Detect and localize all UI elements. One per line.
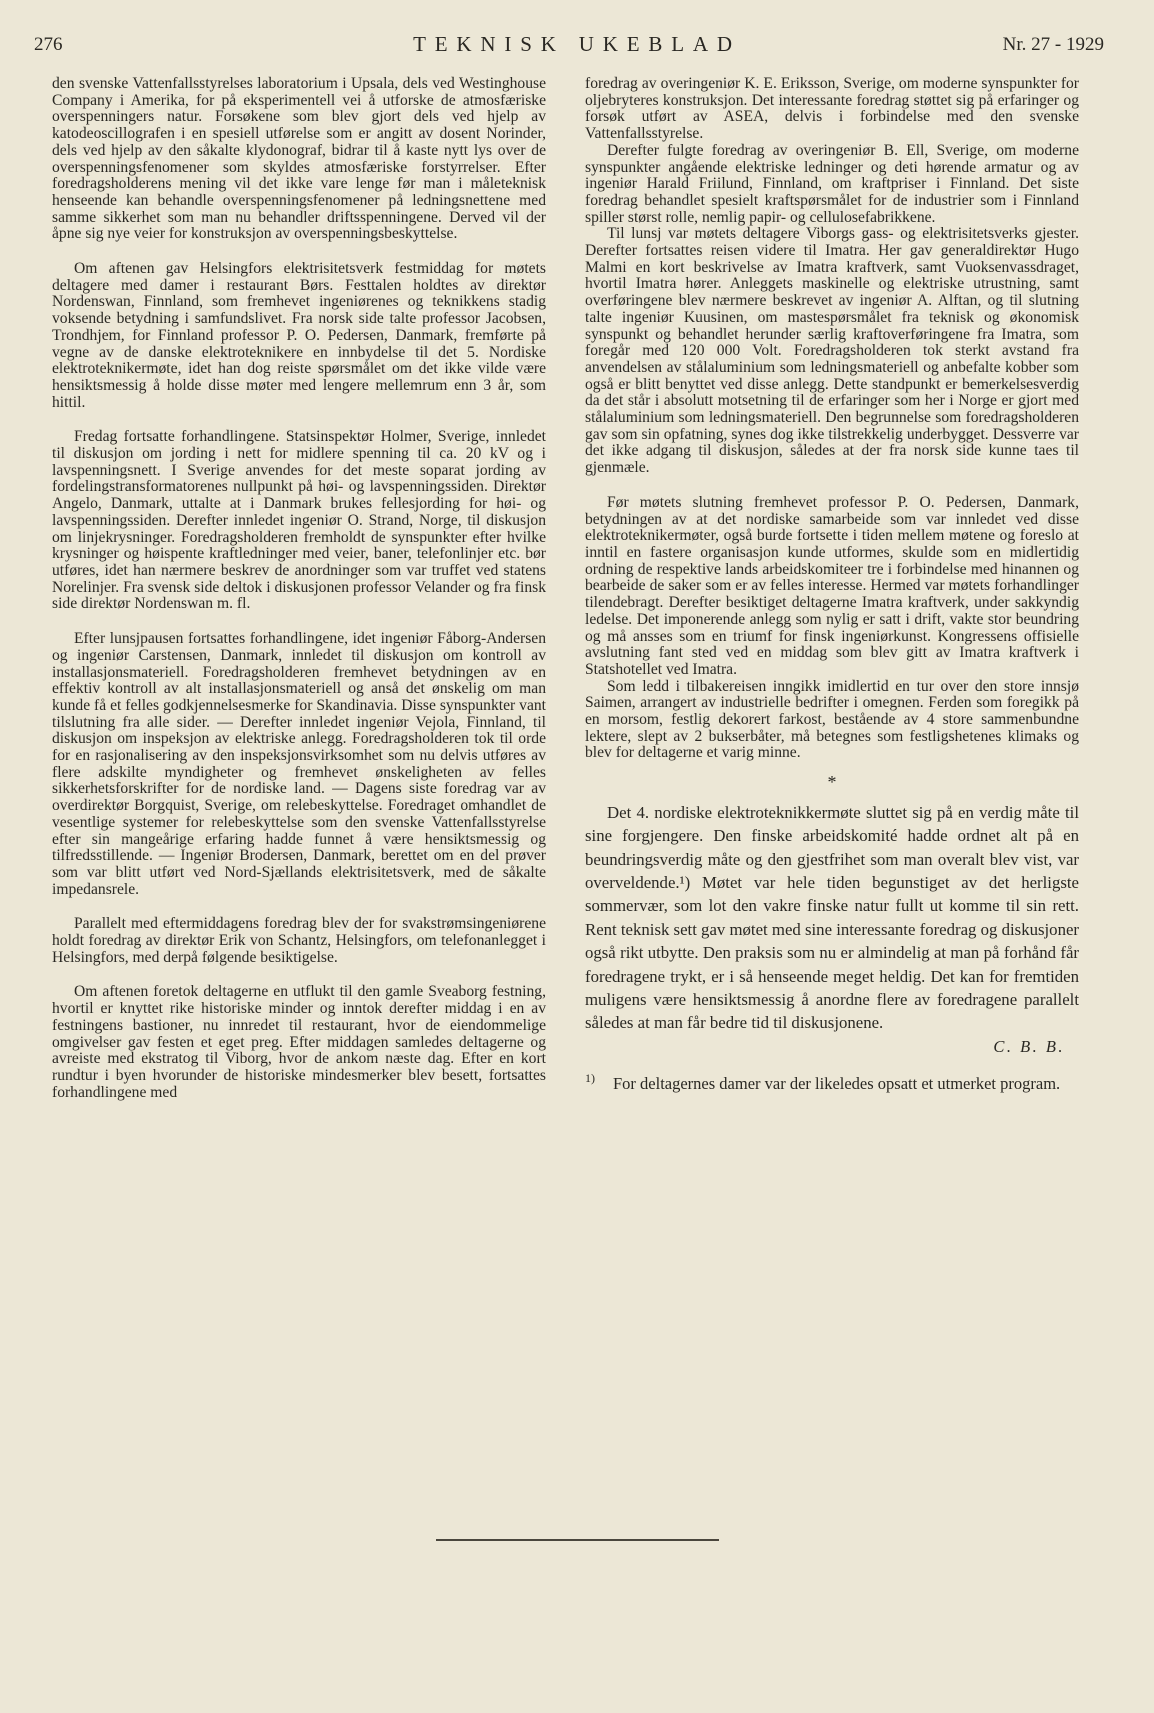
paragraph: Efter lunsjpausen fortsattes forhandlingene, idet ingeniør Fåborg-Andersen og ingeniør Carstensen, Danmark, innledet til diskusjon om kontroll av installasjonsmateriell. Foredragsholderen fremhevet betydningen av en effektiv kontroll av alt installasjonsmateriell og anså det ønskelig om man kunde få et felles godkjennelsesmerke for Skandinavia. Disse synspunkter vant tilslutning fra alle sider. — Derefter innledet ingeniør Vejola, Finnland, til diskusjon om inspeksjon av elektriske anlegg. Foredragsholderen tok til orde for en rasjonalisering av den inspeksjonsvirksomhet som nu delvis utføres av flere adskilte myndigheter og fremhevet ønskeligheten av felles sikkerhetsforskrifter for de nordiske land. — Dagens siste foredrag var av overdirektør Borgquist, Sverige, om relebeskyttelse. Foredraget omhandlet de vesentlige systemer for relebeskyttelse som den svenske Vattenfallsstyrelse efter sin mangeårige erfaring hadde funnet å være hensiktsmessig og tilfredsstillende. — Ingeniør Brodersen, Danmark, berettet om en del prøver som var blitt utført ved Nord-Sjællands elektrisitetsverk, med de såkalte impedansrele. [52, 630, 546, 898]
paragraph: Parallelt med eftermiddagens foredrag blev der for svakstrømsingeniørene holdt foredrag av direktør Erik von Schantz, Helsingfors, om telefonanlegget i Helsingfors, med derpå følgende besiktigelse. [52, 915, 546, 966]
right-column [585, 76, 1079, 1093]
closing-section [585, 801, 1079, 1035]
journal-title: TEKNISK UKEBLAD [413, 32, 741, 56]
footnote-mark: 1) [585, 1070, 595, 1085]
footnote [585, 1070, 1079, 1093]
paragraph: Som ledd i tilbakereisen inngikk imidlertid en tur over den store innsjø Saimen, arrangert av industrielle bedrifter i omegnen. Ferden som foregikk på en morsom, festlig dekorert farkost, bestående av 4 store sammenbundne lektere, slept av 2 bukserbåter, må betegnes som festligshetenes klimaks og blev for deltagerne et varig minne. [585, 677, 1079, 762]
page-number: 276 [34, 34, 63, 55]
paragraph: foredrag av overingeniør K. E. Eriksson, Sverige, om moderne synspunkter for oljebryteres konstruksjon. Det interessante foredrag støttet sig på erfaringer og forsøk utført av ASEA, delvis i forbindelse med den svenske Vattenfallsstyrelse. [585, 75, 1079, 143]
author-signature: C. B. B. [993, 1036, 1065, 1056]
closing-paragraph: Det 4. nordiske elektroteknikkermøte sluttet sig på en verdig måte til sine forgjengere. Den finske arbeidskomité hadde ordnet alt på en beundringsverdig måte og den gjestfrihet som man overalt blev vist, var overveldende.¹) Møtet var hele tiden begunstiget av det herligste sommervær, som lot den vakre finske natur fullt ut komme til sin rett. Rent teknisk sett gav møtet med sine interessante foredrag og diskusjoner også rikt utbytte. Den praksis som nu er almindelig at man på forhånd får foredragene trykt, er i så henseende meget heldig. Det kan for fremtiden muligens være hensiktsmessig å anordne flere av foredragene parallelt således at man får bedre tid til diskusjonene. [585, 802, 1079, 1033]
paragraph: Om aftenen foretok deltagerne en utflukt til den gamle Sveaborg festning, hvortil er knyttet rike historiske minder og inntok derefter middag i en av festningens bastioner, nu innredet til restaurant, hvor de eiendommelige omgivelser gav festen et eget preg. Efter middagen samledes deltagerne og avreiste med ekstratog til Viborg, hvor de ankom næste dag. Efter en kort rundtur i byen hvorunder de historiske mindesmerker blev besett, fortsattes forhandlingene med [52, 983, 546, 1101]
paragraph: Fredag fortsatte forhandlingene. Statsinspektør Holmer, Sverige, innledet til diskusjon om jording i nett for midlere spenning til ca. 20 kV og i lavspenningsnett. I Sverige anvendes for det meste soparat jording av fordelingstransformatorenes nullpunkt på høi- og lavspenningssiden. Direktør Angelo, Danmark, uttalte at i Danmark brukes fellesjording for høi- og lavspenningssiden. Derefter innledet ingeniør O. Strand, Norge, til diskusjon om linjekrysninger. Foredragsholderen fremholdt de synspunkter efter hvilke krysninger og høispente kraftledninger med veier, baner, telefonlinjer etc. bør utføres, idet han nærmere beskrev de anordninger som var truffet ved statens Norelinjer. Fra svensk side deltok i diskusjonen professor Velander og fra finsk side direktør Nordenswan m. fl. [52, 428, 546, 613]
left-column [52, 76, 546, 1101]
paragraph: Til lunsj var møtets deltagere Viborgs gass- og elektrisitetsverks gjester. Derefter fortsattes reisen videre til Imatra. Her gav generaldirektør Hugo Malmi en kort beskrivelse av Imatra kraftverk, samt Vuoksenvassdraget, hvortil Imatra hører. Anleggets maskinelle og elektriske utrustning, samt overføringene blev nærmere beskrevet av ingeniør A. Alftan, og til slutning talte ingeniør Kuusinen, om mastespørsmålet fra teknisk og økonomisk synspunkt og behandlet herunder særlig kraftoverføringene fra Imatra, som foregår med 120 000 Volt. Foredragsholderen tok sterkt avstand fra anvendelsen av stålaluminium som ledningsmateriell og anbefalte kobber som også er blitt benyttet ved disse anlegg. Dette standpunkt er bemerkelsesverdig da det står i absolutt motsetning til de erfaringer som her i Norge er gjort med stålaluminium som ledningsmateriell. Den begrunnelse som foredragsholderen gav som sin opfatning, synes dog ikke tilstrekkelig underbygget. Dessverre var det ikke adgang til diskusjon, således at der fra norsk side kunne taes til gjenmæle. [585, 225, 1079, 477]
paragraph: Før møtets slutning fremhevet professor P. O. Pedersen, Danmark, betydningen av at det nordiske samarbeide som var innledet ved disse elektroteknikermøter, også burde fortsette i tiden mellem møtene og foreslo at inntil en fastere organisasjon kunde utformes, skulde som en midlertidig ordning de respektive lands arbeidskomiteer tre i forbindelse med hinannen og bearbeide de saker som er av felles interesse. Hermed var møtets forhandlinger tilendebragt. Derefter besiktiget deltagerne Imatra kraftverk, under sakkyndig ledelse. Det imponerende anlegg som nylig er satt i drift, vakte stor beundring og må ansses som en triumf for finsk ingeniørkunst. Kongressens offisielle avslutning fant sted ved en middag som blev gitt av Imatra kraftverk i Statshotellet ved Imatra. [585, 493, 1079, 678]
paragraph: den svenske Vattenfallsstyrelses laboratorium i Upsala, dels ved Westinghouse Company i Amerika, for på eksperimentell vei å utforske de atmosfæriske overspenningers natur. Forsøkene som blev gjort dels ved hjelp av katodeoscillografen i en spesiell utførelse som er angitt av dosent Norinder, dels ved hjelp av den såkalte klydonograf, bidrar til å kaste nytt lys over de overspenningsfenomener som skyldes atmosfæriske forstyrrelser. Efter foredragsholderens mening vil det ikke vare lenge før man i måleteknisk henseende kan behandle overspenningsfenomener på ledningsnettene med samme sikkerhet som man nu behandler driftsspenningene. Derved vil der åpne sig nye veier for konstruksjon av overspenningsbeskyttelse. [52, 75, 546, 243]
paragraph: Derefter fulgte foredrag av overingeniør B. Ell, Sverige, om moderne synspunkter angående elektriske ledninger og deti hørende armatur og av ingeniør Harald Friilund, Finnland, om kraftpriser i Finnland. Det siste foredrag behandlet spesielt kraftspørsmålet for de industrier som i Finnland spiller størst rolle, nemlig papir- og cellulosefabrikkene. [585, 141, 1079, 226]
issue-number: Nr. 27 - 1929 [1002, 34, 1104, 55]
bottom-rule [436, 1539, 719, 1541]
paragraph: Om aftenen gav Helsingfors elektrisitetsverk festmiddag for møtets deltagere med damer i restaurant Børs. Festtalen holdtes av direktør Nordenswan, Finnland, som fremhevet ingeniørenes og teknikkens stadig voksende betydning i samfundslivet. Fra norsk side talte professor Jacobsen, Trondhjem, for Finnland professor P. O. Pedersen, Danmark, fremførte på vegne av de danske elektroteknikere en innbydelse til det 5. Nordiske elektroteknikermøte, idet han dog reiste spørsmålet om det ikke vilde være hensiktsmessig å holde disse møter med lengere mellemrum enn 3 år, som hittil. [52, 260, 546, 411]
page-header [0, 26, 1154, 66]
section-separator: * [827, 772, 837, 793]
footnote-text: For deltagernes damer var der likeledes opsatt et utmerket program. [613, 1073, 1061, 1093]
